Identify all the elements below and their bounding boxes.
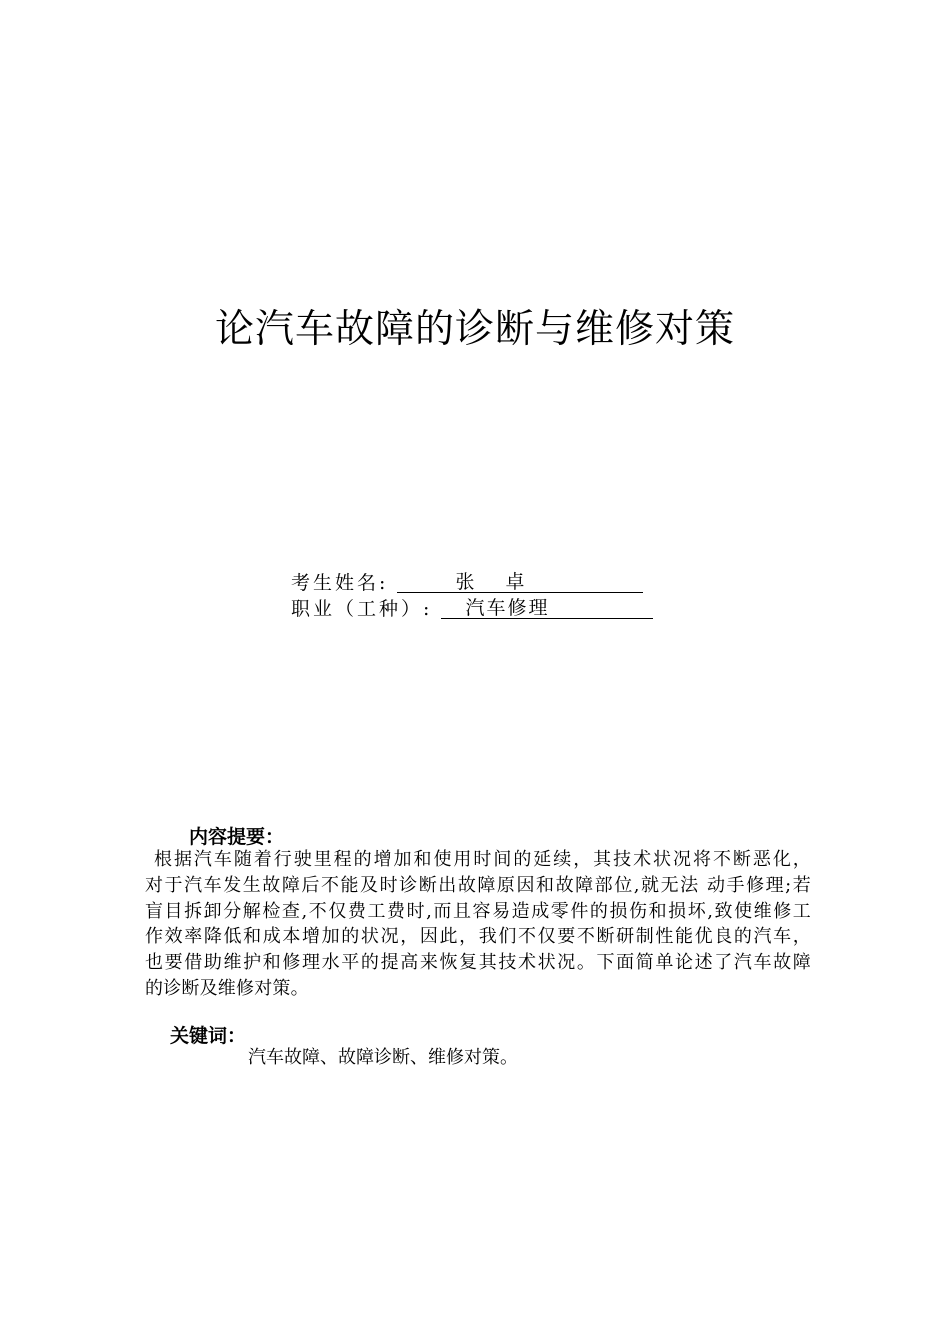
abstract-line: 盲目拆卸分解检查,不仅费工费时,而且容易造成零件的损伤和损坏,致使维修工 [145, 900, 811, 922]
abstract-line: 根据汽车随着行驶里程的增加和使用时间的延续，其技术状况将不断恶化， [154, 849, 811, 870]
candidate-name-value: 张 卓 [397, 571, 643, 593]
keywords-heading: 关键词： [170, 1025, 247, 1047]
candidate-job-value: 汽车修理 [441, 597, 653, 619]
abstract-line: 的诊断及维修对策。 [145, 977, 309, 999]
candidate-job-row [291, 597, 653, 621]
abstract-heading: 内容提要： [189, 826, 285, 848]
abstract-line: 作效率降低和成本增加的状况，因此，我们不仅要不断研制性能优良的汽车， [145, 926, 811, 948]
abstract-line: 对于汽车发生故障后不能及时诊断出故障原因和故障部位,就无法 动手修理;若 [145, 874, 811, 896]
abstract-body [145, 847, 811, 1002]
document-title: 论汽车故障的诊断与维修对策 [214, 307, 735, 352]
candidate-job-label: 职业（工种）: [291, 598, 433, 620]
keywords-text: 汽车故障、故障诊断、维修对策。 [248, 1047, 518, 1068]
abstract-line: 也要借助维护和修理水平的提高来恢复其技术状况。下面简单论述了汽车故障 [145, 952, 811, 974]
candidate-name-row [291, 571, 643, 595]
candidate-name-label: 考生姓名: [291, 572, 389, 594]
